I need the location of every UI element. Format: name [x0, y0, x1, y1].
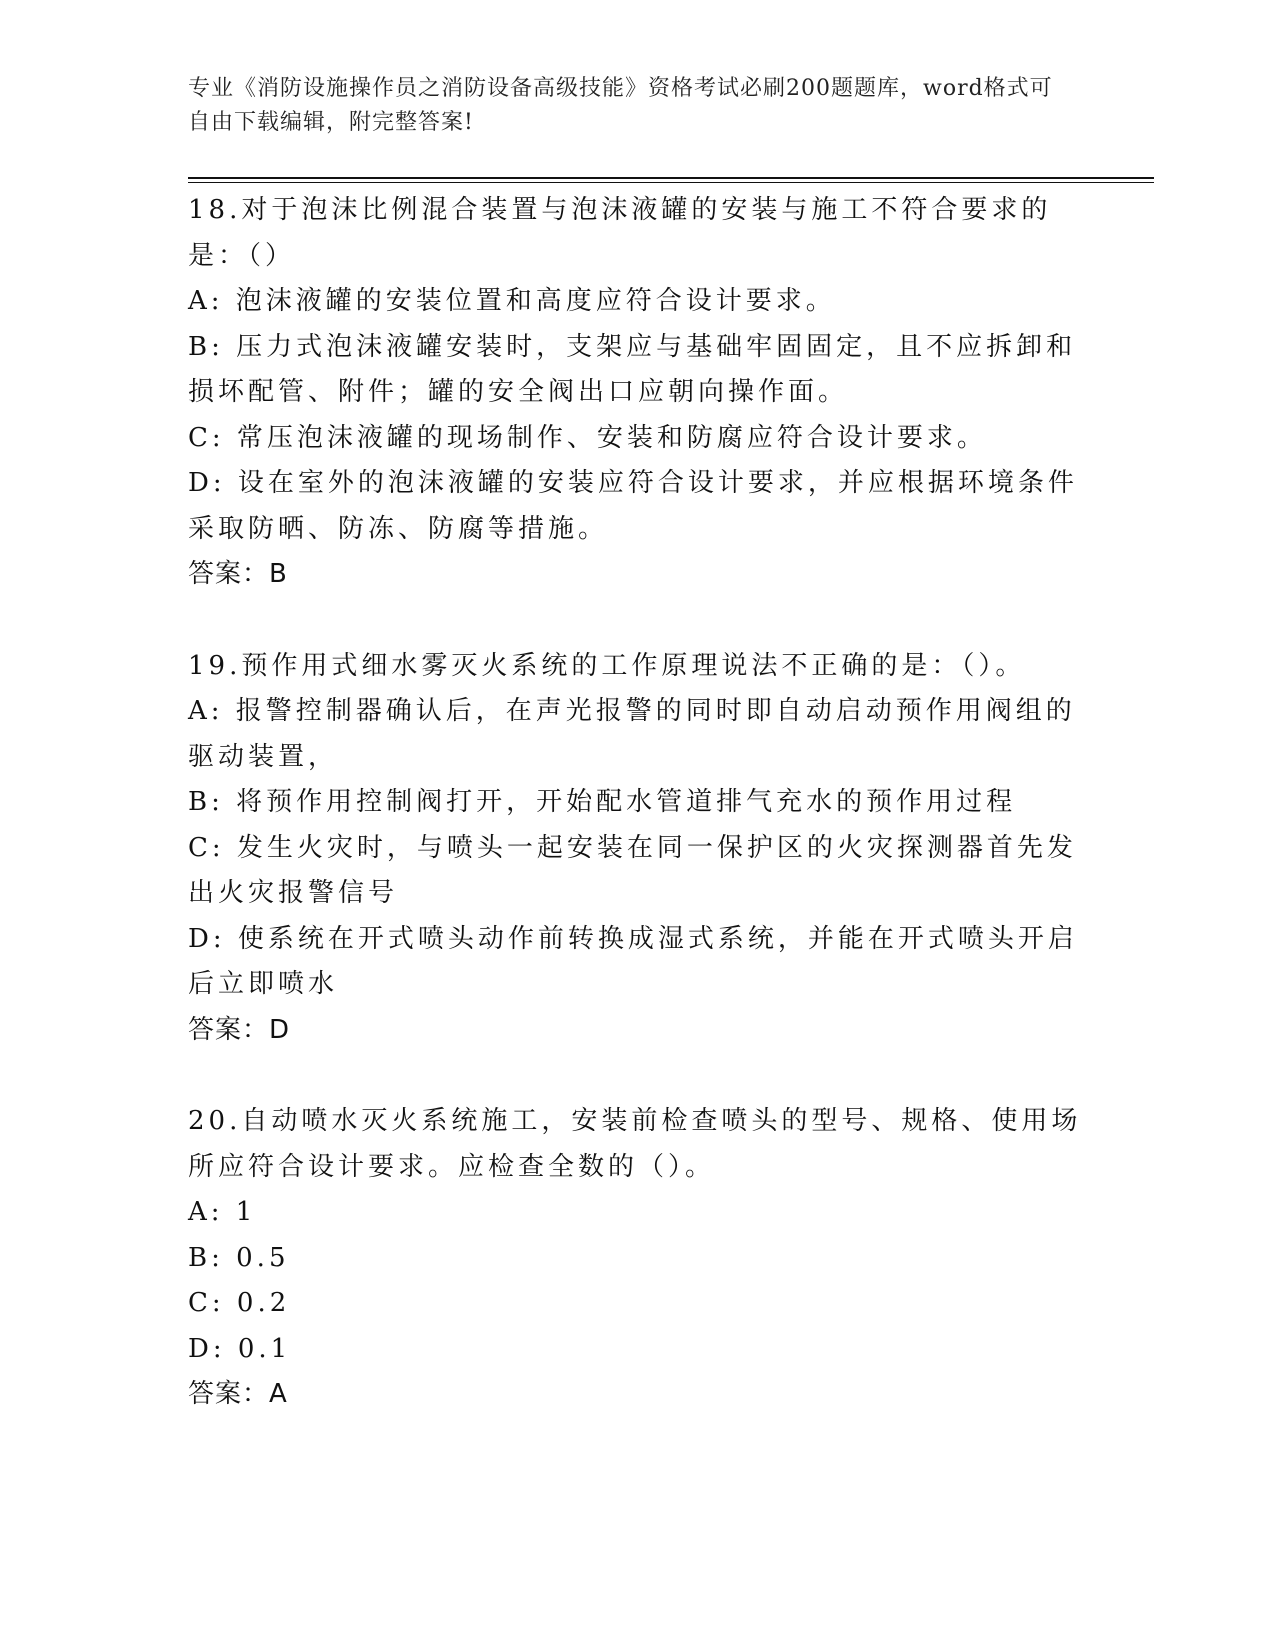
answer-label: 答案：A	[188, 1379, 288, 1409]
question-stem: 18.对于泡沫比例混合装置与泡沫液罐的安装与施工不符合要求的是：（）	[188, 195, 1052, 271]
header-rule-thin	[188, 182, 1154, 183]
option-c: C: 发生火灾时，与喷头一起安装在同一保护区的火灾探测器首先发出火灾报警信号	[188, 832, 1077, 908]
option-c: C: 0.2	[188, 1288, 291, 1318]
question-19	[188, 644, 1088, 1054]
option-c: C: 常压泡沫液罐的现场制作、安装和防腐应符合设计要求。	[188, 422, 987, 453]
option-b: B: 将预作用控制阀打开，开始配水管道排气充水的预作用过程	[188, 787, 1017, 817]
option-b: B: 0.5	[188, 1242, 290, 1273]
question-stem: 19.预作用式细水雾灭火系统的工作原理说法不正确的是：（）。	[188, 650, 1026, 681]
question-stem: 20.自动喷水灭火系统施工，安装前检查喷头的型号、规格、使用场所应符合设计要求。应检查全数的（）。	[188, 1106, 1082, 1182]
answer-label: 答案：D	[188, 1014, 291, 1045]
question-list	[188, 188, 1088, 1418]
option-d: D: 使系统在开式喷头动作前转换成湿式系统，并能在开式喷头开启后立即喷水	[188, 923, 1078, 999]
option-a: A: 报警控制器确认后，在声光报警的同时即自动启动预作用阀组的驱动装置，	[188, 696, 1076, 772]
option-d: D: 0.1	[188, 1333, 292, 1364]
page-header: 专业《消防设施操作员之消防设备高级技能》资格考试必刷200题题库，word格式可自由下载编辑，附完整答案!	[188, 76, 1053, 135]
question-18	[188, 188, 1088, 598]
question-20	[188, 1099, 1088, 1418]
option-d: D: 设在室外的泡沫液罐的安装应符合设计要求，并应根据环境条件采取防晒、防冻、防腐等措施。	[188, 468, 1078, 544]
option-a: A: 1	[188, 1197, 257, 1227]
option-b: B: 压力式泡沫液罐安装时，支架应与基础牢固固定，且不应拆卸和损坏配管、附件；罐的安全阀出口应朝向操作面。	[188, 331, 1077, 407]
header-rule-thick	[188, 177, 1154, 179]
answer-label: 答案：B	[188, 559, 288, 589]
option-a: A: 泡沫液罐的安装位置和高度应符合设计要求。	[188, 286, 836, 316]
